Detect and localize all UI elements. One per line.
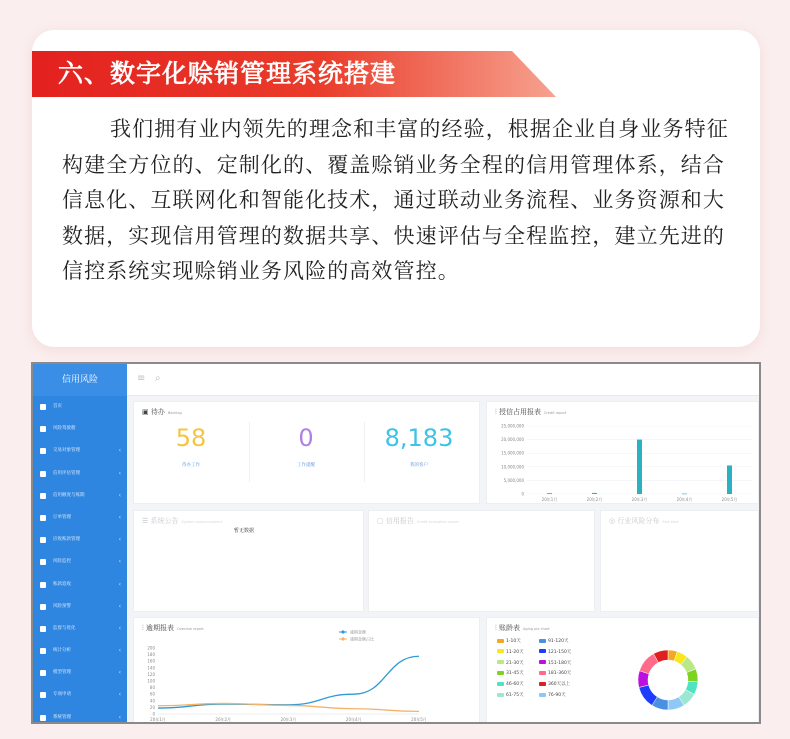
chevron-left-icon: ‹	[118, 469, 121, 477]
sidebar-item[interactable]	[33, 529, 127, 551]
legend-label: 121-150天	[548, 649, 572, 655]
menu-icon	[40, 537, 46, 543]
chevron-left-icon: ‹	[118, 513, 121, 521]
legend-label: 31-45天	[506, 671, 524, 677]
legend-marker	[341, 630, 344, 633]
todo-panel	[133, 401, 480, 504]
sidebar-item[interactable]	[33, 574, 127, 596]
chevron-left-icon: ‹	[118, 691, 121, 699]
sidebar-item-label: 监督与优化	[53, 625, 76, 631]
y-tick-label: 80	[149, 685, 155, 691]
overdue-line-chart	[134, 618, 481, 724]
chevron-left-icon: ‹	[118, 580, 121, 588]
menu-icon	[40, 493, 46, 499]
y-tick-label: 0	[152, 711, 155, 717]
y-tick-label: 200	[147, 645, 155, 651]
bar	[547, 493, 552, 494]
legend-label: 逾期金额	[350, 629, 366, 635]
menu-icon	[40, 692, 46, 698]
sidebar-item[interactable]	[33, 418, 127, 440]
sidebar-item-label: 风险驾驶舱	[53, 426, 76, 432]
menu-icon	[40, 604, 46, 610]
chart-icon: ⫶	[495, 408, 499, 416]
section-paragraph	[62, 112, 730, 290]
credit-report-title: ⫶ 授信占用报表 Credit report	[495, 408, 567, 416]
empty-message: 暂无数据	[234, 528, 255, 534]
chart-icon: ⫶	[495, 624, 499, 632]
list-icon: ☰	[142, 517, 151, 525]
top-bar	[127, 364, 761, 396]
sidebar-item-label: 交易对象管理	[53, 448, 80, 454]
announcement-panel	[133, 510, 364, 612]
sidebar-item[interactable]	[33, 463, 127, 485]
credit-bar-chart	[487, 402, 760, 505]
chevron-left-icon: ‹	[118, 447, 121, 455]
sidebar-item-label: 信用额度与账期	[53, 492, 85, 498]
x-tick-label: 20年1月	[541, 497, 558, 502]
y-tick-label: 25,000,000	[501, 423, 524, 429]
y-tick-label: 5,000,000	[503, 477, 524, 483]
menu-icon	[40, 448, 46, 454]
bar	[637, 440, 642, 494]
x-tick-label: 20年2月	[215, 717, 232, 722]
x-tick-label: 20年2月	[586, 497, 603, 502]
sidebar-item-label: 首页	[53, 404, 62, 409]
sidebar-item-label: 统计分析	[53, 648, 71, 654]
legend-label: 11-20天	[506, 649, 524, 655]
x-tick-label: 20年4月	[676, 497, 693, 502]
menu-icon	[40, 426, 46, 432]
chevron-left-icon: ‹	[118, 713, 121, 721]
reminder-stat-label[interactable]: 工作提醒	[297, 463, 315, 468]
menu-icon	[40, 559, 46, 565]
y-tick-label: 180	[147, 652, 155, 658]
risk-panel	[600, 510, 759, 612]
menu-icon	[40, 404, 46, 410]
sidebar-item-label: 风险预警	[53, 603, 71, 609]
y-tick-label: 10,000,000	[501, 464, 524, 470]
sidebar-item[interactable]	[33, 618, 127, 640]
sidebar-item[interactable]	[33, 507, 127, 529]
credit-report-panel	[486, 401, 759, 504]
x-tick-label: 20年4月	[345, 717, 362, 722]
legend-label: 46-60天	[506, 682, 524, 688]
bar	[727, 465, 732, 494]
menu-icon	[40, 626, 46, 632]
announcement-title: ☰ 系统公告 System announcement	[142, 517, 223, 525]
chevron-left-icon: ‹	[118, 647, 121, 655]
y-tick-label: 160	[147, 658, 155, 664]
sidebar-item-label: 系统管理	[53, 714, 71, 720]
sidebar	[33, 364, 127, 724]
aging-donut-chart	[487, 618, 760, 724]
menu-icon	[40, 648, 46, 654]
legend-label: 1-10天	[506, 639, 521, 644]
sidebar-item[interactable]	[33, 396, 127, 418]
sidebar-item[interactable]	[33, 440, 127, 462]
aging-title: ⫶ 账龄表 Aging pie chart	[495, 624, 550, 632]
chart-icon: ⫶	[142, 624, 146, 632]
sidebar-item-label: 信用评估管理	[53, 470, 80, 476]
customer-stat-value[interactable]: 8,183	[384, 424, 454, 452]
sidebar-item[interactable]	[33, 596, 127, 618]
document-icon: ▢	[377, 517, 386, 525]
sidebar-item[interactable]	[33, 485, 127, 507]
sidebar-item[interactable]	[33, 662, 127, 684]
search-icon[interactable]: ⌕	[155, 373, 161, 384]
chevron-left-icon: ‹	[118, 558, 121, 566]
bar	[682, 494, 687, 495]
paragraph-text: 我们拥有业内领先的理念和丰富的经验，根据企业自身业务特征构建全方位的、定制化的、覆盖赊销业务全程的信用管理体系，结合信息化、互联网化和智能化技术，通过联动业务流程、业务资源和大数据，实现信用管理的数据共享、快速评估与全程监控，建立先进的信控系统实现赊销业务风险的高效管控。	[62, 117, 729, 283]
menu-icon	[40, 715, 46, 721]
sidebar-item[interactable]	[33, 707, 127, 724]
divider	[364, 422, 365, 482]
sidebar-item[interactable]	[33, 640, 127, 662]
y-tick-label: 40	[149, 698, 155, 704]
chevron-left-icon: ‹	[118, 491, 121, 499]
menu-icon	[40, 582, 46, 588]
y-tick-label: 0	[521, 491, 524, 497]
legend-label: 76-90天	[548, 693, 566, 698]
calendar-icon: ▣	[142, 408, 151, 416]
customer-stat-label[interactable]: 我的客户	[410, 463, 428, 468]
legend-label: 61-75天	[506, 693, 524, 698]
legend-label: 151-180天	[548, 660, 572, 666]
menu-icon	[40, 515, 46, 521]
y-tick-label: 140	[147, 665, 155, 671]
y-tick-label: 120	[147, 671, 155, 677]
reminder-stat-value[interactable]: 0	[298, 424, 314, 452]
todo-stat-label[interactable]: 待办工作	[182, 463, 200, 468]
y-tick-label: 60	[149, 691, 155, 697]
legend-label: 逾期金额占比	[350, 636, 374, 642]
y-tick-label: 100	[147, 678, 155, 684]
x-tick-label: 20年1月	[150, 717, 166, 722]
section-title: 六、数字化赊销管理系统搭建	[58, 59, 397, 88]
chevron-left-icon: ‹	[118, 536, 121, 544]
overdue-title: ⫶ 逾期报表 Overdue report	[142, 624, 204, 632]
todo-title: ▣ 待办 Backlog	[142, 408, 182, 416]
y-tick-label: 15,000,000	[501, 450, 524, 456]
sidebar-item[interactable]	[33, 551, 127, 573]
y-tick-label: 20	[149, 704, 155, 710]
chevron-left-icon: ‹	[118, 602, 121, 610]
divider	[249, 422, 250, 482]
sidebar-item-label: 模型管理	[53, 670, 71, 676]
sidebar-item-label: 风险监控	[53, 559, 71, 565]
x-tick-label: 20年5月	[721, 497, 738, 502]
evaluation-title: ▢ 信用报告 Credit evaluation report	[377, 517, 459, 525]
sidebar-item-label: 应收账款管理	[53, 537, 80, 543]
aging-panel	[486, 617, 759, 723]
legend-label: 21-30天	[506, 660, 524, 666]
series-line	[158, 656, 419, 708]
sidebar-item-label: 订单管理	[53, 514, 71, 520]
x-tick-label: 20年3月	[280, 717, 297, 722]
sidebar-menu	[33, 396, 127, 724]
app-logo: 信用风险	[33, 364, 127, 396]
evaluation-panel	[368, 510, 595, 612]
risk-title: ◎ 行业风险分布 Risk alert	[609, 517, 679, 525]
alert-icon: ◎	[609, 517, 618, 525]
legend-marker	[341, 637, 344, 640]
x-tick-label: 20年3月	[631, 497, 648, 502]
sidebar-item[interactable]	[33, 684, 127, 706]
legend-label: 360天以上	[548, 682, 571, 688]
chevron-left-icon: ‹	[118, 669, 121, 677]
bar	[592, 493, 597, 494]
legend-label: 181-360天	[548, 671, 572, 677]
y-tick-label: 20,000,000	[501, 437, 524, 443]
sidebar-item-label: 专项申请	[53, 692, 71, 698]
sidebar-item-label: 账款追收	[53, 581, 71, 587]
menu-toggle-icon[interactable]: ≡	[137, 373, 146, 384]
legend-label: 91-120天	[548, 639, 569, 644]
menu-icon	[40, 471, 46, 477]
menu-icon	[40, 670, 46, 676]
x-tick-label: 20年5月	[411, 717, 427, 722]
chevron-left-icon: ‹	[118, 624, 121, 632]
system-screenshot	[31, 362, 761, 724]
overdue-panel	[133, 617, 480, 723]
todo-stat-value[interactable]: 58	[175, 424, 207, 452]
